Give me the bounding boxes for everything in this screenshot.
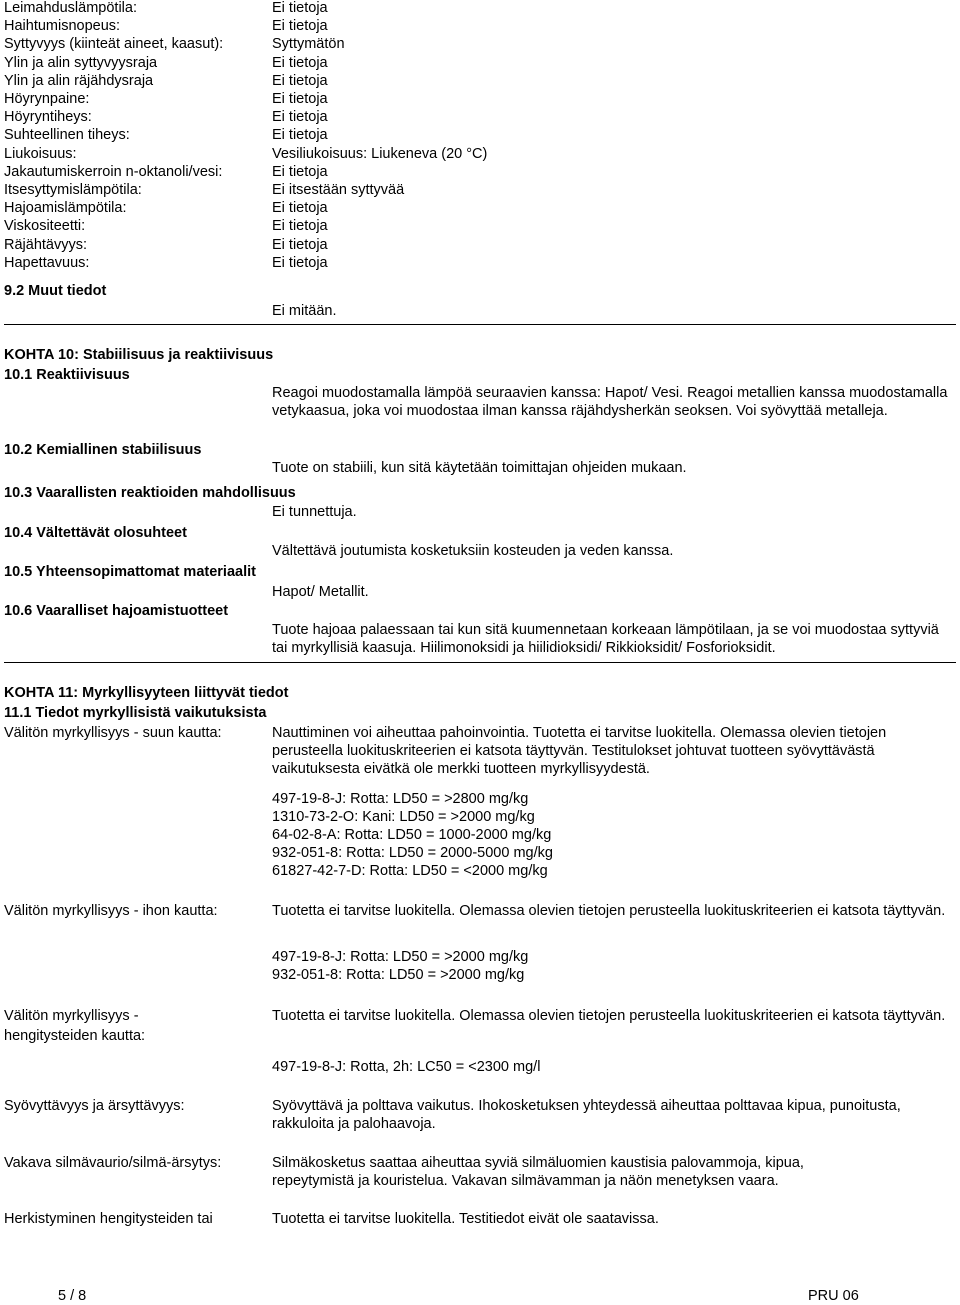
property-label: Liukoisuus: <box>4 145 77 162</box>
property-value: Ei tietoja <box>272 0 328 16</box>
property-value: Ei tietoja <box>272 254 328 271</box>
toxicity-data-line: 61827-42-7-D: Rotta: LD50 = <2000 mg/kg <box>272 863 548 879</box>
property-value: Ei itsestään syttyvää <box>272 182 405 198</box>
property-label: Viskositeetti: <box>4 218 86 235</box>
sensitisation-label: Herkistyminen hengitysteiden tai <box>4 1211 213 1227</box>
section-10-5-text: Hapot/ Metallit. <box>272 584 369 600</box>
eye-damage-text: Silmäkosketus saattaa aiheuttaa syviä silmäluomien kaustisia palovammoja, kipua, repeytymistä ja kouristelua. Vakavan silmävamman ja näön menetyksen vaara. <box>272 1155 804 1189</box>
property-value: Ei tietoja <box>272 72 328 89</box>
sensitisation-text: Tuotetta ei tarvitse luokitella. Testitiedot eivät ole saatavissa. <box>272 1211 659 1227</box>
property-value: Ei tietoja <box>272 200 328 217</box>
oral-toxicity-text: Nauttiminen voi aiheuttaa pahoinvointia. Tuotetta ei tarvitse luokitella. Olemassa olevien tietojen perusteella luokituskriteerien ei katsota täyttyvän. Testitulokset johtuvat tuotteen syövyttävästä vaikutuksesta eivätkä ole merkki tuotteen myrkyllisyydestä. <box>272 725 887 777</box>
document-code: PRU 06 <box>808 1288 859 1304</box>
property-value: Ei tietoja <box>272 218 328 235</box>
property-value: Ei tietoja <box>272 163 328 180</box>
section-10-4-text: Vältettävä joutumista kosketuksiin kosteuden ja veden kanssa. <box>272 543 674 559</box>
property-value: Ei tietoja <box>272 127 328 144</box>
dermal-toxicity-data <box>272 948 528 984</box>
property-value: Ei tietoja <box>272 54 328 71</box>
toxicity-data-line: 1310-73-2-O: Kani: LD50 = >2000 mg/kg <box>272 809 535 825</box>
property-label: Höyrynpaine: <box>4 91 90 107</box>
section-10-heading: KOHTA 10: Stabiilisuus ja reaktiivisuus <box>4 347 274 363</box>
section-10-2-text: Tuote on stabiili, kun sitä käytetään toimittajan ohjeiden mukaan. <box>272 460 687 476</box>
property-label: Haihtumisnopeus: <box>4 18 121 35</box>
property-value: Ei tietoja <box>272 109 328 126</box>
property-label: Hajoamislämpötila: <box>4 200 127 217</box>
section-10-6-title: 10.6 Vaaralliset hajoamistuotteet <box>4 603 229 619</box>
section-10-2-title: 10.2 Kemiallinen stabiilisuus <box>4 442 202 458</box>
property-label: Ylin ja alin räjähdysraja <box>4 72 154 89</box>
inhalation-toxicity-label-1: Välitön myrkyllisyys - <box>4 1008 139 1024</box>
toxicity-data-line: 497-19-8-J: Rotta: LD50 = >2000 mg/kg <box>272 949 529 965</box>
oral-toxicity-label: Välitön myrkyllisyys - suun kautta: <box>4 725 222 741</box>
section-11-heading: KOHTA 11: Myrkyllisyyteen liittyvät tiedot <box>4 685 289 701</box>
corrosion-label: Syövyttävyys ja ärsyttävyys: <box>4 1098 185 1114</box>
page-number: 5 / 8 <box>58 1288 87 1304</box>
toxicity-data-line: 64-02-8-A: Rotta: LD50 = 1000-2000 mg/kg <box>272 827 552 843</box>
property-label: Jakautumiskerroin n-oktanoli/vesi: <box>4 163 223 180</box>
toxicity-data-line: 932-051-8: Rotta: LD50 = 2000-5000 mg/kg <box>272 845 553 861</box>
oral-toxicity-data <box>272 790 553 880</box>
property-label: Höyryntiheys: <box>4 109 92 126</box>
property-label: Ylin ja alin syttyvyysraja <box>4 54 158 71</box>
section-10-3-text: Ei tunnettuja. <box>272 504 357 520</box>
property-value: Vesiliukoisuus: Liukeneva (20 °C) <box>272 145 488 162</box>
property-value: Syttymätön <box>272 36 345 53</box>
property-label: Suhteellinen tiheys: <box>4 127 130 144</box>
property-value: Ei tietoja <box>272 18 328 35</box>
section-10-1-text: Reagoi muodostamalla lämpöä seuraavien kanssa: Hapot/ Vesi. Reagoi metallien kanssa muodostamalla vetykaasua, joka voi muodostaa ilman kanssa räjähdysherkän seoksen. Voi syövyttää metalleja. <box>272 385 948 419</box>
section-9-2-heading: 9.2 Muut tiedot <box>4 283 107 299</box>
toxicity-data-line: 932-051-8: Rotta: LD50 = >2000 mg/kg <box>272 967 525 983</box>
property-label: Itsesyttymislämpötila: <box>4 182 142 198</box>
eye-damage-label: Vakava silmävaurio/silmä-ärsytys: <box>4 1155 222 1171</box>
dermal-toxicity-text: Tuotetta ei tarvitse luokitella. Olemassa olevien tietojen perusteella luokituskriteerien ei katsota täyttyvän. <box>272 903 946 919</box>
section-divider <box>4 324 956 325</box>
section-11-1-title: 11.1 Tiedot myrkyllisistä vaikutuksista <box>4 705 267 721</box>
inhalation-toxicity-data: 497-19-8-J: Rotta, 2h: LC50 = <2300 mg/l <box>272 1059 541 1075</box>
section-10-5-title: 10.5 Yhteensopimattomat materiaalit <box>4 564 256 580</box>
toxicity-data-line: 497-19-8-J: Rotta: LD50 = >2800 mg/kg <box>272 791 529 807</box>
section-9-2-value: Ei mitään. <box>272 303 337 319</box>
property-label: Syttyvyys (kiinteät aineet, kaasut): <box>4 36 224 53</box>
inhalation-toxicity-label-2: hengitysteiden kautta: <box>4 1028 146 1044</box>
section-10-1-title: 10.1 Reaktiivisuus <box>4 367 130 383</box>
section-10-6-text: Tuote hajoaa palaessaan tai kun sitä kuumennetaan korkeaan lämpötilaan, ja se voi muodostaa syttyviä tai myrkyllisiä kaasuja. Hiilimonoksidi ja hiilidioksidi/ Rikkioksidit/ Fosforioksidit. <box>272 622 939 656</box>
corrosion-text: Syövyttävä ja polttava vaikutus. Ihokosketuksen yhteydessä aiheuttaa polttavaa kipua, punoitusta, rakkuloita ja palohaavoja. <box>272 1098 901 1132</box>
property-label: Leimahduslämpötila: <box>4 0 137 16</box>
property-value: Ei tietoja <box>272 91 328 107</box>
property-label: Räjähtävyys: <box>4 236 88 253</box>
property-label: Hapettavuus: <box>4 254 90 271</box>
inhalation-toxicity-text: Tuotetta ei tarvitse luokitella. Olemassa olevien tietojen perusteella luokituskriteerien ei katsota täyttyvän. <box>272 1008 946 1024</box>
section-10-3-title: 10.3 Vaarallisten reaktioiden mahdollisuus <box>4 485 296 501</box>
property-value: Ei tietoja <box>272 236 328 253</box>
section-10-4-title: 10.4 Vältettävät olosuhteet <box>4 525 187 541</box>
dermal-toxicity-label: Välitön myrkyllisyys - ihon kautta: <box>4 903 218 919</box>
section-divider <box>4 662 956 663</box>
